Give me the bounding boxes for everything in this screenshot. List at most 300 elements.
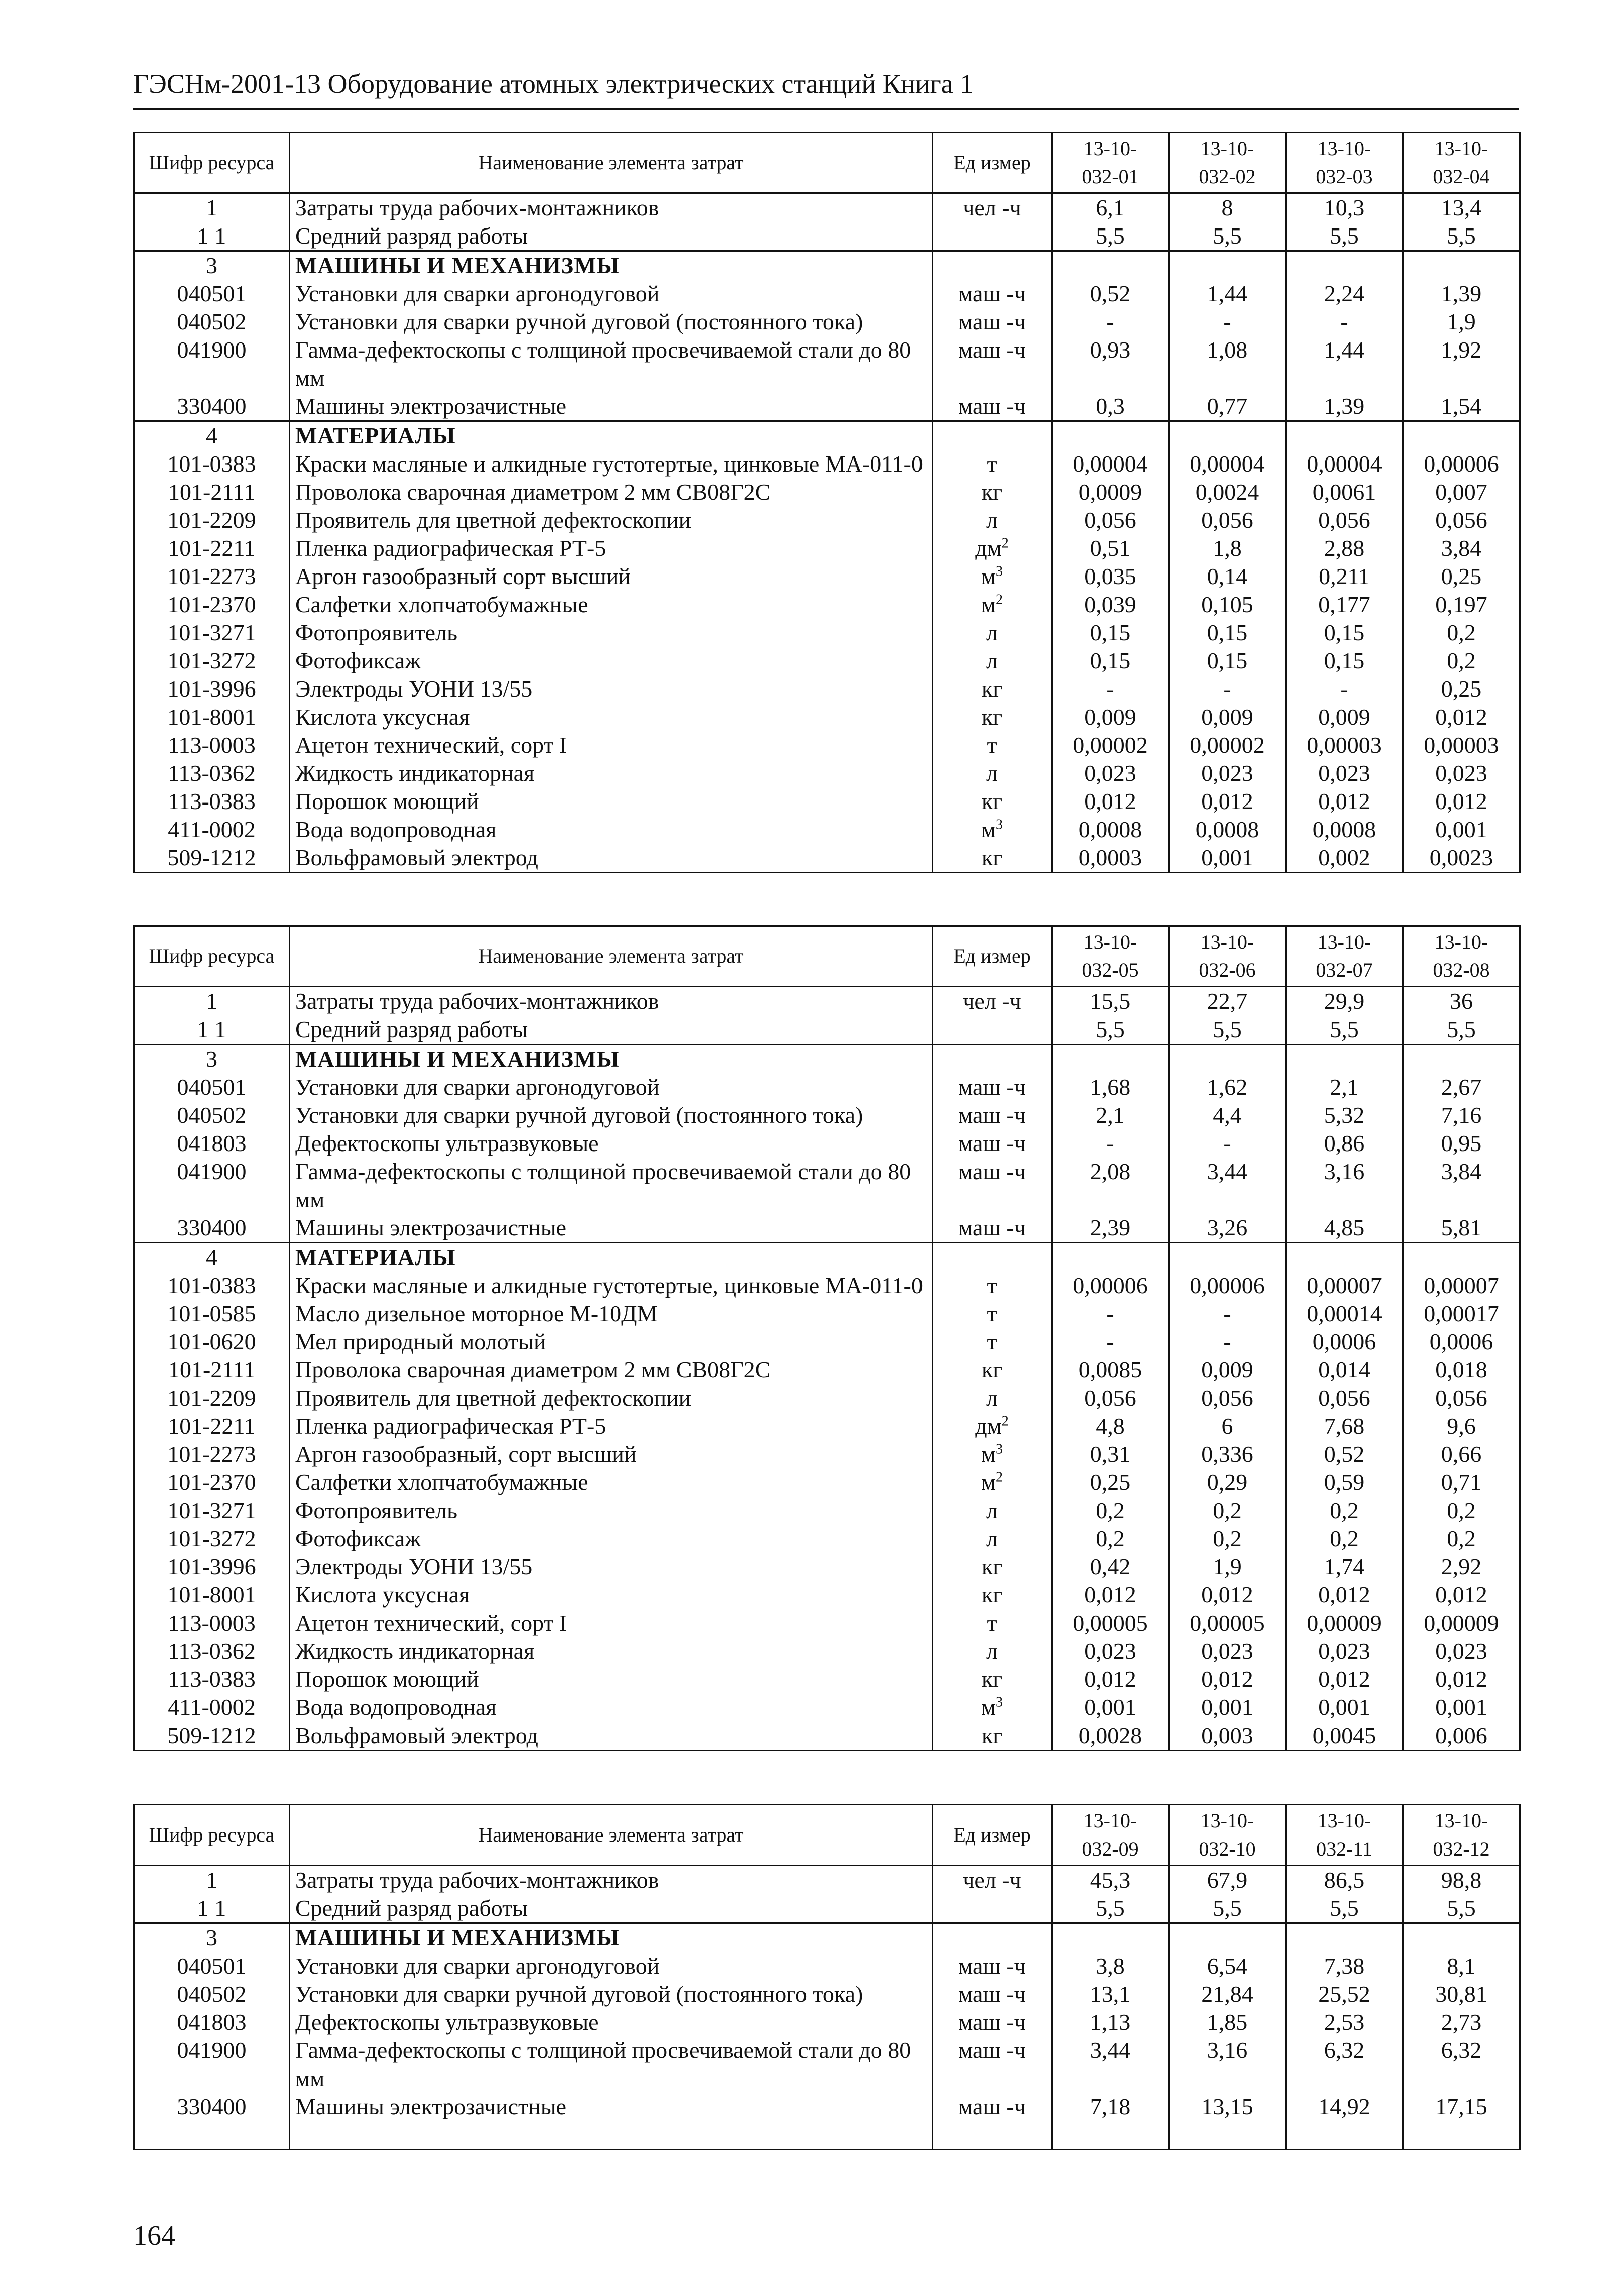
resource-value: 0,52 <box>1286 1440 1403 1468</box>
table-row <box>134 1923 1520 1953</box>
resource-code: 1 <box>134 193 290 222</box>
resource-unit: маш -ч <box>933 1101 1052 1129</box>
resource-value: 0,0028 <box>1052 1721 1169 1751</box>
resource-name: Затраты труда рабочих-монтажников <box>290 987 933 1016</box>
header-rate-code: 13-10- 032-08 <box>1403 926 1520 987</box>
resource-value: 2,53 <box>1286 2008 1403 2036</box>
resource-name: Машины электрозачистные <box>290 2093 933 2121</box>
resource-value: 0,0008 <box>1052 816 1169 844</box>
resource-value: 0,15 <box>1052 647 1169 675</box>
resource-code: 101-8001 <box>134 703 290 731</box>
resource-unit: маш -ч <box>933 1129 1052 1158</box>
table-row <box>134 731 1520 759</box>
resource-code: 101-3272 <box>134 647 290 675</box>
resource-value: 0,056 <box>1403 1384 1520 1412</box>
resource-value: - <box>1052 1129 1169 1158</box>
resource-value: 0,001 <box>1286 1693 1403 1721</box>
resource-value: 9,6 <box>1403 1412 1520 1440</box>
resource-value: 6 <box>1169 1412 1286 1440</box>
table-row <box>134 1609 1520 1637</box>
resource-code: 101-8001 <box>134 1581 290 1609</box>
resource-name: Аргон газообразный сорт высший <box>290 562 933 591</box>
resource-value: 0,0061 <box>1286 478 1403 506</box>
resource-value: 0,056 <box>1286 1384 1403 1412</box>
resource-value: 0,003 <box>1169 1721 1286 1751</box>
resource-value: 0,31 <box>1052 1440 1169 1468</box>
resource-value: 0,00004 <box>1052 450 1169 478</box>
resource-code: 411-0002 <box>134 816 290 844</box>
header-unit-label: Ед измер <box>933 926 1052 987</box>
header-rate-code: 13-10- 032-05 <box>1052 926 1169 987</box>
resource-value: 5,5 <box>1052 1015 1169 1045</box>
resource-value: 5,5 <box>1403 1894 1520 1923</box>
resource-unit: л <box>933 1637 1052 1665</box>
table-row <box>134 1356 1520 1384</box>
resource-code: 113-0383 <box>134 787 290 816</box>
resource-value: 14,92 <box>1286 2093 1403 2121</box>
table-filler-row <box>134 2121 1520 2150</box>
resource-code: 4 <box>134 421 290 450</box>
resource-value: 2,1 <box>1286 1073 1403 1101</box>
table-row <box>134 787 1520 816</box>
resource-unit: маш -ч <box>933 1214 1052 1243</box>
resource-value: 0,056 <box>1403 506 1520 534</box>
resource-code: 113-0362 <box>134 1637 290 1665</box>
resource-code: 1 <box>134 1866 290 1895</box>
resource-value: 0,14 <box>1169 562 1286 591</box>
table-row <box>134 1272 1520 1300</box>
resource-value: 8 <box>1169 193 1286 222</box>
resource-value: 0,00006 <box>1052 1272 1169 1300</box>
table-row <box>134 280 1520 308</box>
resource-unit <box>933 421 1052 450</box>
resource-code: 330400 <box>134 1214 290 1243</box>
table-row <box>134 1384 1520 1412</box>
resource-value: 0,056 <box>1169 506 1286 534</box>
resource-value: 6,54 <box>1169 1952 1286 1980</box>
resource-value: 21,84 <box>1169 1980 1286 2008</box>
resource-name: Краски масляные и алкидные густотертые, цинковые МА-011-0 <box>290 450 933 478</box>
resource-value: 0,012 <box>1403 1581 1520 1609</box>
resource-value: 0,023 <box>1169 1637 1286 1665</box>
resource-unit: маш -ч <box>933 1980 1052 2008</box>
table-row <box>134 1581 1520 1609</box>
resource-name: Дефектоскопы ультразвуковые <box>290 1129 933 1158</box>
resource-code: 1 1 <box>134 222 290 251</box>
resource-unit: т <box>933 1272 1052 1300</box>
section-title: МАТЕРИАЛЫ <box>290 421 933 450</box>
resource-value: 0,25 <box>1403 562 1520 591</box>
resource-name: Проволока сварочная диаметром 2 мм СВ08Г2С <box>290 1356 933 1384</box>
resource-unit: кг <box>933 1721 1052 1751</box>
resource-name: Машины электрозачистные <box>290 1214 933 1243</box>
table-row <box>134 1328 1520 1356</box>
resource-value: 36 <box>1403 987 1520 1016</box>
resource-name: Проволока сварочная диаметром 2 мм СВ08Г2С <box>290 478 933 506</box>
resource-unit: маш -ч <box>933 2008 1052 2036</box>
resource-value: 0,15 <box>1169 647 1286 675</box>
resource-unit: чел -ч <box>933 193 1052 222</box>
resource-code: 101-2111 <box>134 478 290 506</box>
resource-value: 0,52 <box>1052 280 1169 308</box>
resource-value: 5,5 <box>1286 1015 1403 1045</box>
resource-value: 1,9 <box>1403 308 1520 336</box>
resource-value: 2,08 <box>1052 1158 1169 1214</box>
resource-value: 0,035 <box>1052 562 1169 591</box>
empty-cell <box>933 2121 1052 2150</box>
resource-code: 509-1212 <box>134 844 290 873</box>
resource-value: 3,84 <box>1403 534 1520 562</box>
resource-value: 0,00002 <box>1052 731 1169 759</box>
resource-value: 0,00004 <box>1169 450 1286 478</box>
table-row <box>134 1045 1520 1074</box>
resource-value: - <box>1052 1328 1169 1356</box>
resource-value: 0,007 <box>1403 478 1520 506</box>
resource-value <box>1403 1923 1520 1953</box>
resource-code: 041900 <box>134 2036 290 2093</box>
table-row <box>134 1214 1520 1243</box>
resource-value <box>1286 1923 1403 1953</box>
resource-unit: т <box>933 450 1052 478</box>
resource-value: 0,0006 <box>1286 1328 1403 1356</box>
table-row <box>134 1243 1520 1272</box>
header-rate-code: 13-10- 032-11 <box>1286 1805 1403 1866</box>
resource-unit <box>933 1015 1052 1045</box>
table-row <box>134 1015 1520 1045</box>
resource-value: 98,8 <box>1403 1866 1520 1895</box>
resource-code: 101-3996 <box>134 1553 290 1581</box>
resource-value: 7,38 <box>1286 1952 1403 1980</box>
resource-value: 0,00014 <box>1286 1300 1403 1328</box>
resource-value: 1,44 <box>1169 280 1286 308</box>
table-row <box>134 1894 1520 1923</box>
header-rate-code: 13-10- 032-03 <box>1286 133 1403 193</box>
resource-code: 4 <box>134 1243 290 1272</box>
resource-unit: кг <box>933 675 1052 703</box>
resource-code: 101-0620 <box>134 1328 290 1356</box>
resource-value: - <box>1052 675 1169 703</box>
resource-value: 4,85 <box>1286 1214 1403 1243</box>
resource-value: 67,9 <box>1169 1866 1286 1895</box>
resource-unit: маш -ч <box>933 2036 1052 2093</box>
resource-value: 0,2 <box>1169 1525 1286 1553</box>
resource-value: 2,39 <box>1052 1214 1169 1243</box>
resource-value: 0,15 <box>1169 619 1286 647</box>
header-code-label: Шифр ресурса <box>134 926 290 987</box>
resource-value: 0,00002 <box>1169 731 1286 759</box>
resource-unit: л <box>933 1525 1052 1553</box>
resource-value: 0,012 <box>1052 1581 1169 1609</box>
empty-cell <box>1403 2121 1520 2150</box>
resource-value: 6,1 <box>1052 193 1169 222</box>
resource-value: 0,012 <box>1286 787 1403 816</box>
resource-value: 3,16 <box>1286 1158 1403 1214</box>
resource-name: Пленка радиографическая РТ-5 <box>290 1412 933 1440</box>
resource-value: - <box>1286 308 1403 336</box>
section-title: МАШИНЫ И МЕХАНИЗМЫ <box>290 251 933 280</box>
resource-value <box>1286 1243 1403 1272</box>
resource-name: Гамма-дефектоскопы с толщиной просвечиваемой стали до 80 мм <box>290 1158 933 1214</box>
header-name-label: Наименование элемента затрат <box>290 1805 933 1866</box>
table-row <box>134 562 1520 591</box>
resource-value <box>1403 421 1520 450</box>
resource-name: Средний разряд работы <box>290 222 933 251</box>
empty-cell <box>1169 2121 1286 2150</box>
table-row <box>134 1693 1520 1721</box>
resource-code: 330400 <box>134 392 290 421</box>
resource-code: 101-0383 <box>134 450 290 478</box>
resource-code: 113-0362 <box>134 759 290 787</box>
resource-value: 0,00009 <box>1403 1609 1520 1637</box>
resource-value: 0,0023 <box>1403 844 1520 873</box>
resource-value: 25,52 <box>1286 1980 1403 2008</box>
resource-code: 101-3271 <box>134 1497 290 1525</box>
resource-value: 0,002 <box>1286 844 1403 873</box>
resource-value: 5,5 <box>1052 222 1169 251</box>
table-row <box>134 336 1520 392</box>
resource-value <box>1169 1923 1286 1953</box>
resource-value: 0,00006 <box>1169 1272 1286 1300</box>
resource-value: 45,3 <box>1052 1866 1169 1895</box>
resource-value: 3,16 <box>1169 2036 1286 2093</box>
resource-code: 101-2209 <box>134 1384 290 1412</box>
resource-value: 0,211 <box>1286 562 1403 591</box>
table-row <box>134 591 1520 619</box>
resource-value: 0,023 <box>1403 759 1520 787</box>
resource-code: 1 1 <box>134 1894 290 1923</box>
resource-value: 0,012 <box>1052 1665 1169 1693</box>
resource-value: 0,00007 <box>1286 1272 1403 1300</box>
table-row <box>134 675 1520 703</box>
resource-value: 0,012 <box>1169 1581 1286 1609</box>
resource-value: 30,81 <box>1403 1980 1520 2008</box>
resource-value: 0,0006 <box>1403 1328 1520 1356</box>
resource-value: 0,71 <box>1403 1468 1520 1497</box>
table-header-row <box>134 133 1520 193</box>
resource-code: 040502 <box>134 1101 290 1129</box>
resource-unit: л <box>933 619 1052 647</box>
resource-value: 0,0024 <box>1169 478 1286 506</box>
resource-value: 0,0008 <box>1286 816 1403 844</box>
resource-unit <box>933 1894 1052 1923</box>
table-row <box>134 2036 1520 2093</box>
resource-code: 101-3996 <box>134 675 290 703</box>
resource-name: Салфетки хлопчатобумажные <box>290 591 933 619</box>
resource-value <box>1052 1045 1169 1074</box>
table-header-row <box>134 1805 1520 1866</box>
empty-cell <box>1286 2121 1403 2150</box>
resource-value: 0,012 <box>1286 1581 1403 1609</box>
resource-code: 113-0003 <box>134 731 290 759</box>
resource-value: 5,5 <box>1169 1015 1286 1045</box>
table-row <box>134 1158 1520 1214</box>
resource-code: 113-0003 <box>134 1609 290 1637</box>
resource-value: 1,92 <box>1403 336 1520 392</box>
resource-name: Установки для сварки ручной дуговой (постоянного тока) <box>290 308 933 336</box>
table-row <box>134 1101 1520 1129</box>
resource-value: 0,51 <box>1052 534 1169 562</box>
resource-table-2 <box>133 925 1521 1751</box>
table-row <box>134 987 1520 1016</box>
table-row <box>134 1129 1520 1158</box>
resource-value <box>1169 1243 1286 1272</box>
resource-value: 4,4 <box>1169 1101 1286 1129</box>
resource-name: Фотофиксаж <box>290 1525 933 1553</box>
resource-code: 101-3272 <box>134 1525 290 1553</box>
resource-name: Краски масляные и алкидные густотертые, цинковые МА-011-0 <box>290 1272 933 1300</box>
header-rate-code: 13-10- 032-10 <box>1169 1805 1286 1866</box>
resource-value: 5,32 <box>1286 1101 1403 1129</box>
resource-unit: л <box>933 506 1052 534</box>
resource-value: 0,001 <box>1169 844 1286 873</box>
resource-name: Фотопроявитель <box>290 1497 933 1525</box>
resource-value <box>1403 1045 1520 1074</box>
resource-unit: маш -ч <box>933 336 1052 392</box>
resource-unit: $м^3$ <box>933 1693 1052 1721</box>
resource-value: 0,012 <box>1403 1665 1520 1693</box>
resource-unit: т <box>933 1328 1052 1356</box>
resource-value: 0,25 <box>1403 675 1520 703</box>
resource-code: 509-1212 <box>134 1721 290 1751</box>
resource-value: 0,2 <box>1052 1525 1169 1553</box>
page-number: 164 <box>133 2220 175 2251</box>
resource-code: 3 <box>134 1923 290 1953</box>
resource-value: 1,39 <box>1286 392 1403 421</box>
resource-value: 0,15 <box>1052 619 1169 647</box>
resource-value: - <box>1169 1129 1286 1158</box>
header-rate-code: 13-10- 032-02 <box>1169 133 1286 193</box>
resource-value: 0,00003 <box>1403 731 1520 759</box>
resource-value: 0,15 <box>1286 619 1403 647</box>
resource-unit: кг <box>933 844 1052 873</box>
resource-value: 3,84 <box>1403 1158 1520 1214</box>
table-row <box>134 1721 1520 1751</box>
resource-value: 0,009 <box>1052 703 1169 731</box>
resource-value: 0,056 <box>1169 1384 1286 1412</box>
page-header <box>133 66 1519 110</box>
resource-value: 3,44 <box>1169 1158 1286 1214</box>
table-row <box>134 1980 1520 2008</box>
table-row <box>134 534 1520 562</box>
resource-code: 101-2211 <box>134 1412 290 1440</box>
resource-value: - <box>1286 675 1403 703</box>
resource-code: 101-2370 <box>134 591 290 619</box>
header-rate-code: 13-10- 032-01 <box>1052 133 1169 193</box>
resource-value <box>1169 1045 1286 1074</box>
resource-unit: т <box>933 1300 1052 1328</box>
resource-value: 0,59 <box>1286 1468 1403 1497</box>
resource-value: 0,2 <box>1052 1497 1169 1525</box>
resource-value: 0,00006 <box>1403 450 1520 478</box>
table-row <box>134 1637 1520 1665</box>
resource-name: Дефектоскопы ультразвуковые <box>290 2008 933 2036</box>
resource-name: Порошок моющий <box>290 1665 933 1693</box>
resource-code: 040501 <box>134 1073 290 1101</box>
resource-name: Аргон газообразный, сорт высший <box>290 1440 933 1468</box>
header-unit-label: Ед измер <box>933 1805 1052 1866</box>
resource-value: 0,023 <box>1169 759 1286 787</box>
header-rate-code: 13-10- 032-06 <box>1169 926 1286 987</box>
resource-value: 2,24 <box>1286 280 1403 308</box>
resource-unit: $дм^2$ <box>933 534 1052 562</box>
resource-value: 0,012 <box>1052 787 1169 816</box>
resource-value: - <box>1052 1300 1169 1328</box>
resource-value <box>1052 251 1169 280</box>
resource-unit: чел -ч <box>933 1866 1052 1895</box>
table-row <box>134 1440 1520 1468</box>
table-row <box>134 392 1520 421</box>
table-row <box>134 619 1520 647</box>
resource-value: 1,13 <box>1052 2008 1169 2036</box>
page-title: ГЭСНм-2001-13 Оборудование атомных электрических станций Книга 1 <box>133 69 974 99</box>
table-row <box>134 450 1520 478</box>
resource-name: Вода водопроводная <box>290 816 933 844</box>
resource-code: 041803 <box>134 1129 290 1158</box>
resource-name: Гамма-дефектоскопы с толщиной просвечиваемой стали до 80 мм <box>290 2036 933 2093</box>
resource-value: 0,29 <box>1169 1468 1286 1497</box>
resource-name: Установки для сварки ручной дуговой (постоянного тока) <box>290 1101 933 1129</box>
resource-value: 17,15 <box>1403 2093 1520 2121</box>
resource-value: 0,001 <box>1052 1693 1169 1721</box>
resource-name: Кислота уксусная <box>290 703 933 731</box>
resource-value: 0,95 <box>1403 1129 1520 1158</box>
resource-code: 1 <box>134 987 290 1016</box>
resource-value: 0,15 <box>1286 647 1403 675</box>
resource-value <box>1286 1045 1403 1074</box>
resource-value: - <box>1169 308 1286 336</box>
resource-value: 2,67 <box>1403 1073 1520 1101</box>
resource-value: - <box>1052 308 1169 336</box>
table-row <box>134 421 1520 450</box>
resource-value: 0,001 <box>1403 816 1520 844</box>
resource-unit <box>933 1923 1052 1953</box>
resource-unit: кг <box>933 787 1052 816</box>
resource-value: 0,012 <box>1169 1665 1286 1693</box>
resource-value: 5,5 <box>1286 1894 1403 1923</box>
resource-value: 0,012 <box>1403 703 1520 731</box>
section-title: МАШИНЫ И МЕХАНИЗМЫ <box>290 1045 933 1074</box>
resource-unit: кг <box>933 703 1052 731</box>
resource-value: 0,009 <box>1169 1356 1286 1384</box>
resource-value: 0,197 <box>1403 591 1520 619</box>
resource-value: 0,012 <box>1403 787 1520 816</box>
table-row <box>134 1866 1520 1895</box>
table-row <box>134 193 1520 222</box>
resource-value: 10,3 <box>1286 193 1403 222</box>
resource-value <box>1286 251 1403 280</box>
resource-value: 0,00004 <box>1286 450 1403 478</box>
resource-value: 0,177 <box>1286 591 1403 619</box>
resource-value: 7,16 <box>1403 1101 1520 1129</box>
resource-value: 1,54 <box>1403 392 1520 421</box>
resource-name: Установки для сварки аргонодуговой <box>290 280 933 308</box>
resource-value: 0,00007 <box>1403 1272 1520 1300</box>
header-name-label: Наименование элемента затрат <box>290 926 933 987</box>
resource-value: 5,5 <box>1286 222 1403 251</box>
header-rate-code: 13-10- 032-07 <box>1286 926 1403 987</box>
header-rate-code: 13-10- 032-12 <box>1403 1805 1520 1866</box>
resource-code: 411-0002 <box>134 1693 290 1721</box>
resource-value: 0,3 <box>1052 392 1169 421</box>
table-row <box>134 222 1520 251</box>
resource-name: Кислота уксусная <box>290 1581 933 1609</box>
resource-name: Мел природный молотый <box>290 1328 933 1356</box>
resource-value: 15,5 <box>1052 987 1169 1016</box>
resource-value <box>1169 251 1286 280</box>
resource-value: 0,00003 <box>1286 731 1403 759</box>
resource-name: Жидкость индикаторная <box>290 1637 933 1665</box>
resource-unit: $дм^2$ <box>933 1412 1052 1440</box>
